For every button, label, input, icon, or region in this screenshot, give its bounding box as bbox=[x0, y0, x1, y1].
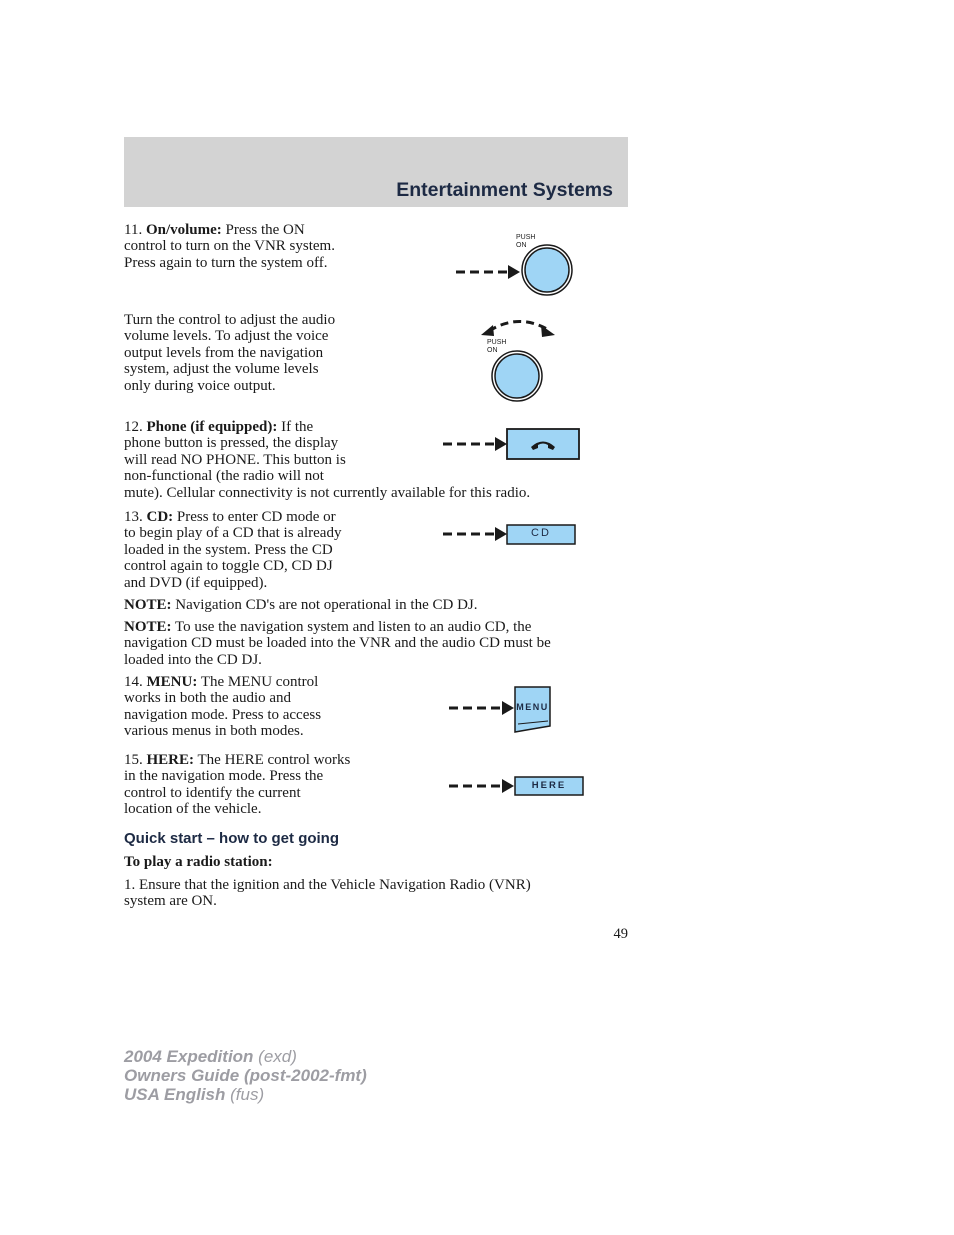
note-term: NOTE: bbox=[124, 619, 172, 635]
item-text: navigation mode. Press to access bbox=[124, 706, 322, 723]
note-text: loaded into the CD DJ. bbox=[124, 651, 262, 668]
item-here bbox=[124, 752, 350, 818]
here-button-illustration bbox=[446, 775, 586, 799]
item-text: non-functional (the radio will not bbox=[124, 468, 324, 485]
item-text: system, adjust the volume levels bbox=[124, 361, 319, 378]
item-text: Press to enter CD mode or bbox=[176, 509, 336, 525]
footer-model-code: (exd) bbox=[258, 1047, 297, 1066]
item-text: and DVD (if equipped). bbox=[124, 574, 268, 591]
item-text: Press again to turn the system off. bbox=[124, 254, 328, 271]
item-text: location of the vehicle. bbox=[124, 801, 262, 818]
document-footer bbox=[124, 1047, 367, 1104]
item-text: Turn the control to adjust the audio bbox=[124, 312, 336, 328]
here-button-label: HERE bbox=[531, 780, 567, 791]
footer-language-code: (fus) bbox=[230, 1085, 265, 1104]
rotate-knob-illustration bbox=[475, 315, 565, 405]
item-text: works in both the audio and bbox=[124, 690, 292, 707]
item-text: in the navigation mode. Press the bbox=[124, 768, 324, 785]
step-text: system are ON. bbox=[124, 893, 217, 910]
item-text: control to turn on the VNR system. bbox=[124, 238, 335, 255]
item-number: 15. bbox=[124, 752, 143, 768]
note-text: Navigation CD's are not operational in the CD DJ. bbox=[175, 597, 478, 613]
phone-button-illustration bbox=[440, 426, 585, 462]
item-term: MENU: bbox=[146, 674, 198, 690]
cd-button-label: CD bbox=[531, 527, 551, 539]
item-term: HERE: bbox=[146, 752, 195, 768]
footer-language: USA English bbox=[124, 1085, 226, 1104]
item-text: to begin play of a CD that is already bbox=[124, 525, 342, 542]
item-text: mute). Cellular connectivity is not currently available for this radio. bbox=[124, 484, 531, 501]
item-term: CD: bbox=[146, 509, 174, 525]
section-header-band bbox=[124, 137, 628, 207]
item-number: 13. bbox=[124, 509, 143, 525]
item-text: control to identify the current bbox=[124, 784, 301, 801]
phone-handset-icon bbox=[440, 426, 585, 462]
note-2 bbox=[124, 619, 551, 668]
footer-guide: Owners Guide (post-2002-fmt) bbox=[124, 1066, 367, 1085]
menu-button-illustration bbox=[446, 685, 556, 735]
item-number: 14. bbox=[124, 674, 143, 690]
note-text: To use the navigation system and listen to an audio CD, the bbox=[175, 619, 532, 635]
quick-start-step-1 bbox=[124, 877, 531, 910]
note-term: NOTE: bbox=[124, 597, 172, 613]
step-text: 1. Ensure that the ignition and the Vehicle Navigation Radio (VNR) bbox=[124, 877, 531, 893]
note-1 bbox=[124, 597, 478, 613]
push-on-knob-illustration bbox=[450, 230, 580, 300]
item-term: Phone (if equipped): bbox=[146, 419, 278, 435]
item-text: control again to toggle CD, CD DJ bbox=[124, 558, 333, 575]
item-volume-adjust bbox=[124, 312, 335, 394]
item-text: volume levels. To adjust the voice bbox=[124, 328, 329, 345]
menu-button-label: MENU bbox=[516, 702, 549, 712]
push-on-label: PUSH ON bbox=[487, 339, 507, 354]
item-on-volume bbox=[124, 222, 335, 271]
quick-start-heading: Quick start – how to get going bbox=[124, 830, 340, 847]
item-number: 12. bbox=[124, 419, 143, 435]
rotate-arrows-icon bbox=[475, 315, 565, 405]
item-text: will read NO PHONE. This button is bbox=[124, 451, 346, 468]
item-text: The HERE control works bbox=[197, 752, 351, 768]
item-term: On/volume: bbox=[145, 222, 222, 238]
item-menu bbox=[124, 674, 321, 740]
item-text: phone button is pressed, the display bbox=[124, 435, 339, 452]
item-text: loaded in the system. Press the CD bbox=[124, 541, 333, 558]
item-text: only during voice output. bbox=[124, 377, 276, 394]
item-text: various menus in both modes. bbox=[124, 723, 304, 740]
volume-knob-icon bbox=[450, 230, 580, 300]
item-cd bbox=[124, 509, 341, 591]
note-text: navigation CD must be loaded into the VNR and the audio CD must be bbox=[124, 635, 551, 652]
section-title: Entertainment Systems bbox=[396, 179, 613, 201]
item-text: If the bbox=[281, 419, 314, 435]
item-text: output levels from the navigation bbox=[124, 344, 324, 361]
page-number: 49 bbox=[613, 926, 628, 942]
item-text: Press the ON bbox=[225, 222, 305, 238]
item-text: The MENU control bbox=[200, 674, 319, 690]
push-on-label: PUSH ON bbox=[516, 234, 536, 249]
cd-button-illustration bbox=[440, 522, 580, 548]
quick-start-subheading: To play a radio station: bbox=[124, 854, 273, 870]
item-number: 11. bbox=[124, 222, 143, 238]
footer-model: 2004 Expedition bbox=[124, 1047, 254, 1066]
